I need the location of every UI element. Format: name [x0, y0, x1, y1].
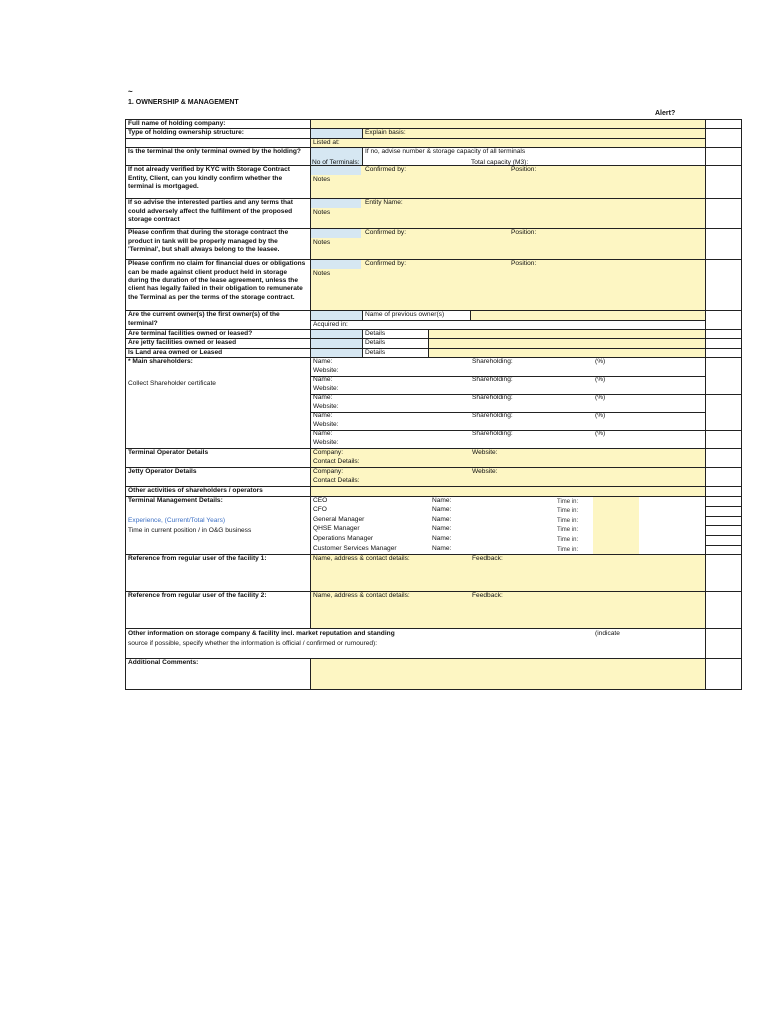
label-website: Website: — [313, 439, 339, 447]
label-no-claim: Please confirm no claim for financial dues or obligations can be made against client product held in storage during the duration of the lease agreement, unless the client has legally failed in their obligation to remunerate the Terminal as per the terms of the storage contract. — [126, 260, 311, 311]
label-name: Name: — [313, 430, 333, 438]
marker: ~ — [128, 87, 133, 96]
input-product-notes[interactable] — [311, 229, 706, 260]
alert-cell[interactable] — [706, 554, 742, 591]
alert-cell[interactable] — [706, 199, 742, 229]
input-interested-notes[interactable] — [311, 199, 706, 229]
alert-cell[interactable] — [706, 229, 742, 260]
input-previous-owner[interactable] — [471, 311, 706, 320]
label-time-in: Time in: — [557, 537, 579, 544]
label-company: Company: — [313, 468, 344, 476]
label-jetty: Are jetty facilities owned or leased — [126, 339, 311, 348]
alert-cell[interactable] — [706, 311, 742, 330]
label-name: Name: — [313, 412, 333, 420]
input-facilities[interactable] — [311, 330, 363, 339]
row-listed-at — [126, 138, 742, 147]
ownership-form-table — [125, 119, 742, 690]
input-current-owner[interactable] — [311, 311, 363, 320]
label-name-previous-owner: Name of previous owner(s) — [363, 311, 471, 320]
label-position: Position: — [511, 260, 537, 268]
input-kyc-notes[interactable] — [311, 166, 706, 199]
role-qhse-manager: QHSE Manager — [313, 525, 360, 533]
row-facilities — [126, 330, 742, 339]
label-name: Name: — [432, 544, 452, 552]
role-customer-services-manager: Customer Services Manager — [313, 544, 397, 552]
label-name: Name: — [432, 525, 452, 533]
label-interested-parties: If so advise the interested parties and any terms that could adversely affect the fulfilment of the proposed storage contract — [126, 199, 311, 229]
alert-cell[interactable] — [706, 487, 742, 496]
alert-header: Alert? — [655, 110, 676, 117]
label-full-name: Full name of holding company: — [126, 120, 311, 129]
label-no-terminals: No of Terminals: — [312, 159, 360, 166]
label-time-in: Time in: — [557, 517, 579, 524]
alert-cell[interactable] — [706, 449, 742, 468]
input-land-details[interactable] — [429, 348, 706, 357]
label-terminal-operator: Terminal Operator Details — [126, 449, 311, 468]
label-entity-name: Entity Name: — [365, 199, 403, 207]
input-reference-1[interactable] — [311, 554, 706, 591]
label-shareholding: Shareholding: — [472, 358, 513, 366]
divider — [706, 516, 741, 517]
label-contact-details: Contact Details: — [313, 458, 360, 466]
label-details: Details — [363, 330, 429, 339]
label-confirm-product: Please confirm that during the storage contract the product in tank will be properly managed by the 'Terminal', but shall always belong to the leasee. — [126, 229, 311, 260]
row-type-structure — [126, 129, 742, 138]
input-additional-comments[interactable] — [311, 658, 706, 689]
input-type-structure[interactable] — [311, 129, 363, 138]
row-reference-2 — [126, 591, 742, 628]
row-land — [126, 348, 742, 357]
label-only-terminal: Is the terminal the only terminal owned by the holding? — [126, 148, 311, 166]
shareholder-entry[interactable] — [311, 430, 705, 448]
divider — [706, 430, 741, 431]
label-current-owner: Are the current owner(s) the first owner(s) of the terminal? — [126, 311, 311, 330]
divider — [706, 394, 741, 395]
label-website: Website: — [313, 421, 339, 429]
label-feedback: Feedback: — [472, 591, 503, 599]
label-shareholding: Shareholding: — [472, 376, 513, 384]
label-name-address: Name, address & contact details: — [313, 554, 410, 562]
label-percent: (%) — [595, 394, 606, 402]
label-main-shareholders: * Main shareholders: — [128, 358, 193, 366]
label-time-in: Time in: — [557, 527, 579, 534]
row-kyc — [126, 166, 742, 199]
label-other-info-2: source if possible, specify whether the information is official / confirmed or rumoured): — [128, 639, 378, 647]
label-confirmed-by: Confirmed by: — [365, 260, 407, 268]
label-details: Details — [363, 339, 429, 348]
row-management — [126, 496, 742, 554]
divider — [706, 545, 741, 546]
alert-cell[interactable] — [706, 348, 742, 357]
label-percent: (%) — [595, 376, 606, 384]
label-terminal-management: Terminal Management Details: — [128, 496, 223, 504]
input-other-activities[interactable] — [311, 487, 706, 496]
label-name: Name: — [313, 358, 333, 366]
alert-cell[interactable] — [706, 148, 742, 166]
label-experience: Experience, (Current/Total Years) — [128, 516, 226, 524]
label-other-info: Other information on storage company & facility incl. market reputation and standing — [128, 629, 395, 637]
label-notes: Notes — [313, 239, 331, 247]
row-reference-1 — [126, 554, 742, 591]
role-operations-manager: Operations Manager — [313, 535, 374, 543]
label-type-structure: Type of holding ownership structure: — [126, 129, 311, 138]
label-notes: Notes — [313, 176, 331, 184]
label-jetty-operator: Jetty Operator Details — [126, 468, 311, 487]
label-time-current: Time in current position / in O&G business — [128, 526, 252, 534]
row-jetty-operator — [126, 468, 742, 487]
time-in-inputs[interactable] — [593, 497, 639, 555]
label-website: Website: — [313, 367, 339, 375]
alert-cell[interactable] — [706, 330, 742, 339]
row-other-info — [126, 628, 742, 658]
label-if-no-advise: If no, advise number & storage capacity of all terminals — [365, 148, 526, 156]
other-info-cell[interactable] — [126, 628, 706, 658]
label-name: Name: — [432, 496, 452, 504]
input-terminal-operator[interactable] — [311, 449, 706, 468]
input-reference-2[interactable] — [311, 591, 706, 628]
alert-cell[interactable] — [706, 120, 742, 129]
label-collect-certificate: Collect Shareholder certificate — [128, 380, 216, 388]
input-facilities-details[interactable] — [429, 330, 706, 339]
label-position: Position: — [511, 166, 537, 174]
input-jetty-details[interactable] — [429, 339, 706, 348]
label-time-in: Time in: — [557, 498, 579, 505]
row-other-activities — [126, 487, 742, 496]
label-percent: (%) — [595, 412, 606, 420]
row-additional-comments — [126, 658, 742, 689]
input-claim-notes[interactable] — [311, 260, 706, 311]
alert-cell[interactable] — [706, 260, 742, 311]
label-confirmed-by: Confirmed by: — [365, 229, 407, 237]
label-facilities: Are terminal facilities owned or leased? — [126, 330, 311, 339]
label-website: Website: — [313, 385, 339, 393]
label-name: Name: — [432, 535, 452, 543]
label-company: Company: — [313, 449, 344, 457]
shareholder-entry[interactable] — [311, 412, 705, 431]
label-website: Website: — [472, 468, 498, 476]
label-kyc: If not already verified by KYC with Storage Contract Entity, Client, can you kindly confirm whether the terminal is mortgaged. — [126, 166, 311, 199]
input-jetty[interactable] — [311, 339, 363, 348]
shareholder-entry[interactable] — [311, 358, 705, 377]
row-terminal-operator — [126, 449, 742, 468]
label-feedback: Feedback: — [472, 554, 503, 562]
divider — [706, 525, 741, 526]
label-notes: Notes — [313, 270, 331, 278]
label-reference-2: Reference from regular user of the facility 2: — [126, 591, 311, 628]
label-details: Details — [363, 348, 429, 357]
terminals-detail-cell — [363, 148, 706, 166]
label-name: Name: — [432, 515, 452, 523]
label-shareholding: Shareholding: — [472, 394, 513, 402]
row-full-name — [126, 120, 742, 129]
alert-cell[interactable] — [706, 358, 742, 449]
label-additional-comments: Additional Comments: — [126, 658, 311, 689]
alert-cell[interactable] — [706, 468, 742, 487]
input-product-confirm[interactable] — [311, 229, 361, 238]
label-name: Name: — [313, 394, 333, 402]
shareholders-list — [311, 358, 706, 449]
label-listed-at: Listed at: — [313, 138, 340, 146]
section-title: 1. OWNERSHIP & MANAGEMENT — [128, 99, 239, 106]
label-reference-1: Reference from regular user of the facility 1: — [126, 554, 311, 591]
empty-cell — [126, 138, 311, 147]
label-other-activities: Other activities of shareholders / operators — [126, 487, 311, 496]
role-general-manager: General Manager — [313, 515, 365, 523]
label-website: Website: — [472, 449, 498, 457]
alert-cell[interactable] — [706, 658, 742, 689]
alert-cell[interactable] — [706, 496, 742, 554]
label-name: Name: — [432, 506, 452, 514]
row-no-claim — [126, 260, 742, 311]
input-claim-confirm[interactable] — [311, 260, 361, 269]
label-name: Name: — [313, 376, 333, 384]
row-jetty — [126, 339, 742, 348]
label-notes: Notes — [313, 209, 331, 217]
input-kyc-confirm[interactable] — [311, 166, 361, 175]
alert-cell[interactable] — [706, 591, 742, 628]
shareholder-entry[interactable] — [311, 376, 705, 395]
label-contact-details: Contact Details: — [313, 477, 360, 485]
row-confirm-product — [126, 229, 742, 260]
row-current-owner — [126, 311, 742, 320]
alert-cell[interactable] — [706, 129, 742, 148]
label-time-in: Time in: — [557, 546, 579, 553]
alert-cell[interactable] — [706, 628, 742, 658]
input-jetty-operator[interactable] — [311, 468, 706, 487]
label-management-cell — [126, 496, 311, 554]
alert-cell[interactable] — [706, 166, 742, 199]
row-interested-parties — [126, 199, 742, 229]
label-indicate: (indicate — [595, 629, 620, 637]
label-confirmed-by: Confirmed by: — [365, 166, 407, 174]
label-shareholding: Shareholding: — [472, 430, 513, 438]
label-shareholders-cell — [126, 358, 311, 449]
label-website: Website: — [313, 403, 339, 411]
row-shareholders — [126, 358, 742, 449]
alert-cell[interactable] — [706, 339, 742, 348]
label-time-in: Time in: — [557, 508, 579, 515]
shareholder-entry[interactable] — [311, 394, 705, 413]
divider — [706, 506, 741, 507]
label-explain-basis: Explain basis: — [365, 129, 406, 137]
label-land: Is Land area owned or Leased — [126, 348, 311, 357]
input-listed-at[interactable] — [311, 138, 706, 147]
label-percent: (%) — [595, 358, 606, 366]
management-list — [311, 496, 706, 554]
label-percent: (%) — [595, 430, 606, 438]
divider — [706, 535, 741, 536]
role-cfo: CFO — [313, 506, 327, 514]
input-interested[interactable] — [311, 199, 361, 208]
label-name-address: Name, address & contact details: — [313, 591, 410, 599]
label-total-capacity: Total capacity (M3): — [471, 159, 529, 166]
input-land[interactable] — [311, 348, 363, 357]
label-position: Position: — [511, 229, 537, 237]
input-full-name[interactable] — [311, 120, 706, 129]
role-ceo: CEO — [313, 496, 328, 504]
row-only-terminal — [126, 148, 742, 166]
label-shareholding: Shareholding: — [472, 412, 513, 420]
input-explain-basis[interactable] — [363, 129, 706, 138]
label-acquired-in: Acquired in: — [311, 320, 706, 329]
